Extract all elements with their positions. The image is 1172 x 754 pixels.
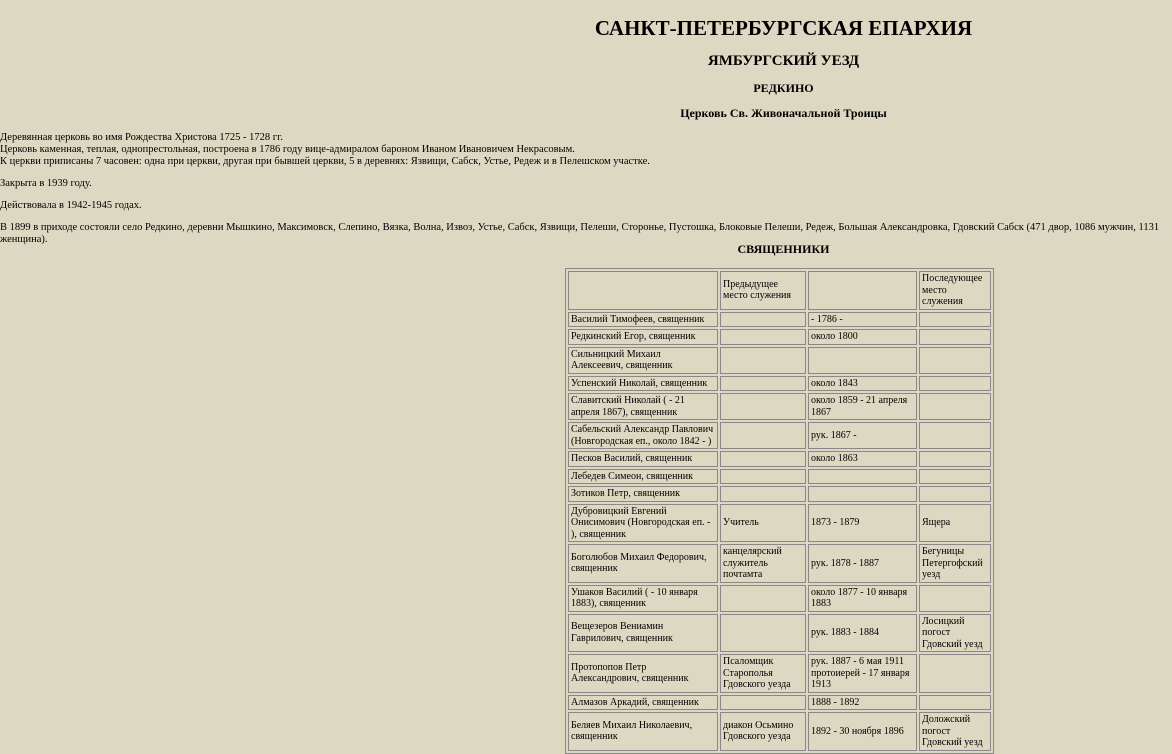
clergy-name-cell: Лебедев Симеон, священник xyxy=(568,469,718,485)
clergy-name-cell: Алмазов Аркадий, священник xyxy=(568,695,718,711)
clergy-name-cell: Сильницкий Михаил Алексеевич, священник xyxy=(568,347,718,374)
table-row xyxy=(568,376,991,392)
service-period-cell: 1873 - 1879 xyxy=(808,504,917,543)
table-row xyxy=(568,329,991,345)
previous-post-cell: диакон Осьмино Гдовского уезда xyxy=(720,712,806,751)
next-post-cell: Лосицкий погост Гдовский уезд xyxy=(919,614,991,653)
table-row xyxy=(568,695,991,711)
clergy-name-cell: Протопопов Петр Александрович, священник xyxy=(568,654,718,693)
service-period-cell: около 1859 - 21 апреля 1867 xyxy=(808,393,917,420)
next-post-cell xyxy=(919,695,991,711)
previous-post-cell xyxy=(720,393,806,420)
next-post-cell xyxy=(919,654,991,693)
service-period-cell: рук. 1878 - 1887 xyxy=(808,544,917,583)
history-line: К церкви приписаны 7 часовен: одна при церкви, другая при бывшей церкви, 5 в деревнях: Язвищи, Сабск, Устье, Редеж и в Пелешском участке. xyxy=(0,156,650,168)
table-row xyxy=(568,712,991,751)
table-row xyxy=(568,544,991,583)
service-period-cell: рук. 1883 - 1884 xyxy=(808,614,917,653)
previous-post-cell xyxy=(720,585,806,612)
previous-post-cell xyxy=(720,469,806,485)
clergy-name-cell: Сабельский Александр Павлович (Новгородская еп., около 1842 - ) xyxy=(568,422,718,449)
table-row xyxy=(568,393,991,420)
service-period-cell: - 1786 - xyxy=(808,312,917,328)
previous-post-cell xyxy=(720,329,806,345)
clergy-name-cell: Редкинский Егор, священник xyxy=(568,329,718,345)
next-post-cell xyxy=(919,469,991,485)
next-post-cell xyxy=(919,451,991,467)
previous-post-cell xyxy=(720,451,806,467)
table-row xyxy=(568,614,991,653)
history-line: Церковь каменная, теплая, однопрестольная, построена в 1786 году вице-адмиралом бароном Иваном Ивановичем Некрасовым. xyxy=(0,144,575,156)
clergy-name-cell: Вещезеров Вениамин Гаврилович, священник xyxy=(568,614,718,653)
next-post-cell xyxy=(919,393,991,420)
next-post-cell: Доложский погост Гдовский уезд xyxy=(919,712,991,751)
village-title: РЕДКИНО xyxy=(753,81,814,95)
district-title: ЯМБУРГСКИЙ УЕЗД xyxy=(707,53,860,69)
clergy-name-cell: Беляев Михаил Николаевич, священник xyxy=(568,712,718,751)
clergy-name-cell: Славитский Николай ( - 21 апреля 1867), священник xyxy=(568,393,718,420)
service-period-cell: рук. 1887 - 6 мая 1911 протоиерей - 17 января 1913 xyxy=(808,654,917,693)
table-header-row xyxy=(568,271,991,310)
next-post-cell xyxy=(919,347,991,374)
church-title: Церковь Св. Живоначальной Троицы xyxy=(680,106,887,120)
service-period-cell xyxy=(808,469,917,485)
previous-post-cell xyxy=(720,614,806,653)
table-row xyxy=(568,451,991,467)
service-period-cell xyxy=(808,486,917,502)
clergy-name-cell: Василий Тимофеев, священник xyxy=(568,312,718,328)
header-cell xyxy=(568,271,718,310)
header-cell: Последующее место служения xyxy=(919,271,991,310)
service-period-cell: 1888 - 1892 xyxy=(808,695,917,711)
next-post-cell xyxy=(919,422,991,449)
table-row xyxy=(568,347,991,374)
previous-post-cell xyxy=(720,486,806,502)
service-period-cell: около 1843 xyxy=(808,376,917,392)
next-post-cell xyxy=(919,376,991,392)
previous-post-cell xyxy=(720,312,806,328)
clergy-name-cell: Зотиков Петр, священник xyxy=(568,486,718,502)
service-period-cell: рук. 1867 - xyxy=(808,422,917,449)
service-period-cell: 1892 - 30 ноября 1896 xyxy=(808,712,917,751)
next-post-cell xyxy=(919,312,991,328)
table-row xyxy=(568,486,991,502)
next-post-cell xyxy=(919,329,991,345)
parish-paragraph: В 1899 в приходе состояли село Редкино, деревни Мышкино, Максимовск, Слепино, Вязка, Волна, Извоз, Устье, Сабск, Язвищи, Пелеши, Сторонье, Пустошка, Блоковые Пелеши, Редеж, Большая Александровка, Гдовский Сабск (471 двор, 1086 мужчин, 1131 женщина). xyxy=(0,222,1160,246)
clergy-name-cell: Дубровицкий Евгений Онисимович (Новгородская еп. - ), священник xyxy=(568,504,718,543)
clergy-name-cell: Песков Василий, священник xyxy=(568,451,718,467)
previous-post-cell xyxy=(720,422,806,449)
clergy-table xyxy=(565,268,994,754)
next-post-cell xyxy=(919,585,991,612)
clergy-name-cell: Ушаков Василий ( - 10 января 1883), священник xyxy=(568,585,718,612)
closed-paragraph: Закрыта в 1939 году. xyxy=(0,178,92,190)
next-post-cell xyxy=(919,486,991,502)
clergy-name-cell: Боголюбов Михаил Федорович, священник xyxy=(568,544,718,583)
service-period-cell: около 1800 xyxy=(808,329,917,345)
history-line: Деревянная церковь во имя Рождества Христова 1725 - 1728 гг. xyxy=(0,132,283,143)
service-period-cell: около 1863 xyxy=(808,451,917,467)
table-row xyxy=(568,504,991,543)
section-title: СВЯЩЕННИКИ xyxy=(737,242,830,256)
header-cell: Предыдущее место служения xyxy=(720,271,806,310)
table-row xyxy=(568,469,991,485)
previous-post-cell xyxy=(720,347,806,374)
previous-post-cell xyxy=(720,376,806,392)
table-row xyxy=(568,312,991,328)
diocese-title: САНКТ-ПЕТЕРБУРГСКАЯ ЕПАРХИЯ xyxy=(594,16,973,40)
table-row xyxy=(568,654,991,693)
history-paragraph xyxy=(0,132,1172,168)
service-period-cell xyxy=(808,347,917,374)
table-row xyxy=(568,422,991,449)
description xyxy=(0,132,1172,256)
header-cell xyxy=(808,271,917,310)
previous-post-cell: канцелярский служитель почтамта xyxy=(720,544,806,583)
table-row xyxy=(568,585,991,612)
previous-post-cell: Учитель xyxy=(720,504,806,543)
next-post-cell: Бегуницы Петергофский уезд xyxy=(919,544,991,583)
previous-post-cell xyxy=(720,695,806,711)
clergy-name-cell: Успенский Николай, священник xyxy=(568,376,718,392)
next-post-cell: Ящера xyxy=(919,504,991,543)
active-paragraph: Действовала в 1942-1945 годах. xyxy=(0,200,142,212)
previous-post-cell: Псаломщик Старополья Гдовского уезда xyxy=(720,654,806,693)
service-period-cell: около 1877 - 10 января 1883 xyxy=(808,585,917,612)
